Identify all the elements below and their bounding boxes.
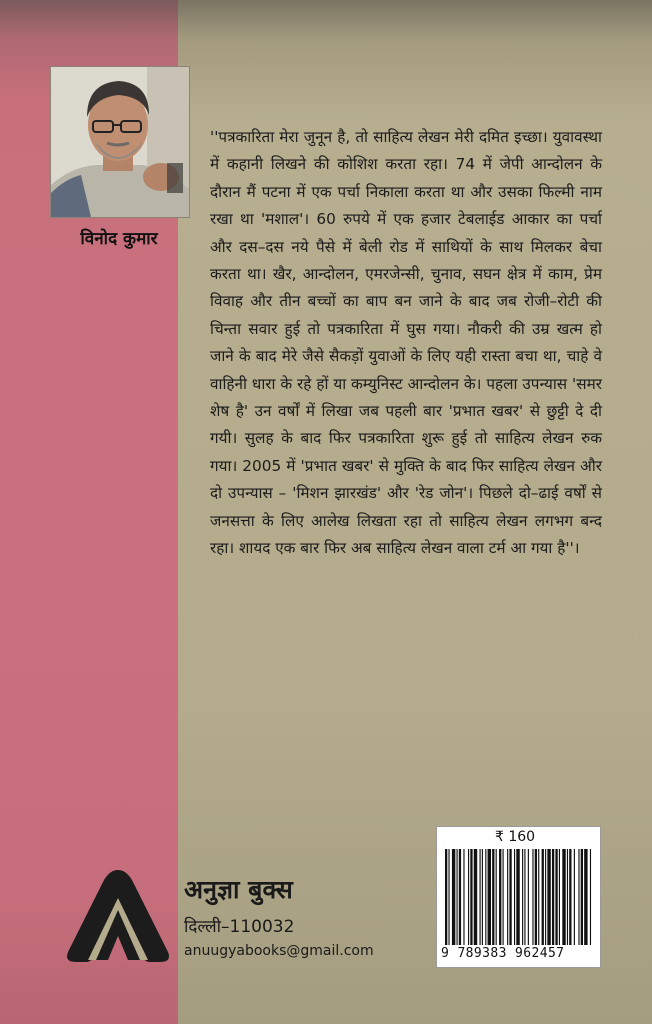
author-blurb: ''पत्रकारिता मेरा जुनून है, तो साहित्य लेखन मेरी दमित इच्छा। युवावस्था में कहानी लिखने की कोशिश करता रहा। 74 में जेपी आन्दोलन के दौरान मैं पटना में एक पर्चा निकाला करता था और उसका फिल्मी नाम रखा था 'मशाल'। 60 रुपये में एक हजार टेबलाईड आकार का पर्चा और दस–दस नये पैसे में बेली रोड में साथियों के साथ मिलकर बेचा करता था। खैर, आन्दोलन, एमरजेन्सी, चुनाव, सघन क्षेत्र में काम, प्रेम विवाह और तीन बच्चों का बाप बन जाने के बाद जब रोजी–रोटी की चिन्ता सवार हुई तो पत्रकारिता में घुस गया। नौकरी की उम्र खत्म हो जाने के बाद मेरे जैसे सैकड़ों युवाओं के लिए यही रास्ता बचा था, चाहे वे वाहिनी धारा के रहे हों या कम्युनिस्ट आन्दोलन के। पहला उपन्यास 'समर शेष है' उन वर्षों में लिखा जब पहली बार 'प्रभात खबर' से छुट्टी दे दी गयी। सुलह के बाद फिर पत्रकारिता शुरू हुई तो साहित्य लेखन रुक गया। 2005 में 'प्रभात खबर' से मुक्ति के बाद फिर साहित्य लेखन और दो उपन्यास – 'मिशन झारखंड' और 'रेड जोन'। पिछले दो–ढाई वर्षों से जनसत्ता के लिए आलेख लिखता रहा तो साहित्य लेखन लगभग बन्द रहा। शायद एक बार फिर अब साहित्य लेखन वाला टर्म आ गया है''।	[210, 128, 603, 558]
barcode-bars	[445, 849, 592, 945]
publisher-city: दिल्ली–110032	[184, 917, 295, 937]
isbn-barcode-box	[436, 826, 601, 968]
author-photo	[50, 66, 190, 218]
isbn-digits: 9 789383 962457	[441, 946, 565, 961]
triangle-a-logo-icon	[64, 866, 172, 966]
publisher-email: anuugyabooks@gmail.com	[184, 943, 374, 959]
publisher-name: अनुज्ञा बुक्स	[184, 875, 293, 904]
author-name: विनोद कुमार	[80, 229, 158, 249]
price-label: ₹ 160	[495, 829, 536, 845]
